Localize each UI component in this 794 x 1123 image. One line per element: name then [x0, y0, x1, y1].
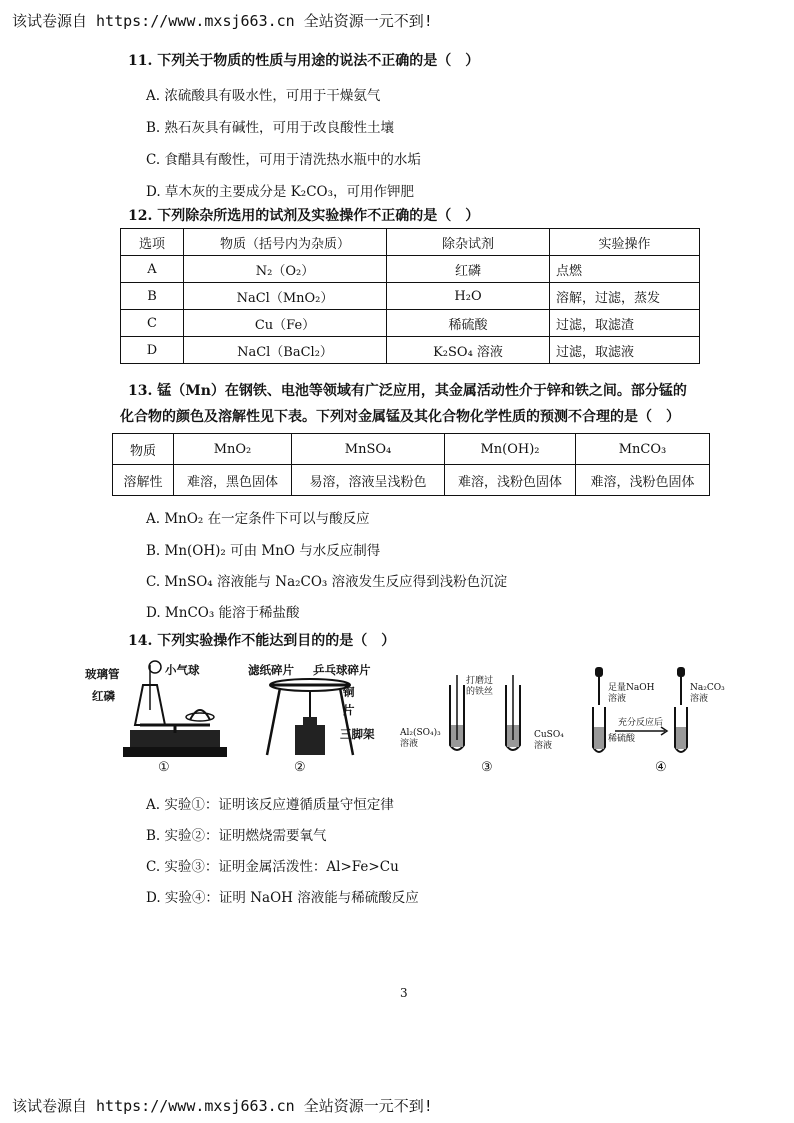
q11-option-d: D. 草木灰的主要成分是 K₂CO₃，可用作钾肥: [146, 184, 415, 200]
table-row: [121, 283, 700, 310]
table-cell: D: [121, 337, 184, 364]
q11-option-a: A. 浓硫酸具有吸水性，可用于干燥氨气: [146, 88, 381, 104]
table-header-cell: MnSO₄: [292, 434, 445, 465]
fig2-tripod-label: 三脚架: [340, 727, 375, 741]
table-header-cell: 物质: [113, 434, 174, 465]
table-cell: 点燃: [550, 256, 700, 283]
table-cell: 难溶，黑色固体: [174, 465, 292, 496]
table-cell: 溶解性: [113, 465, 174, 496]
table-row: [113, 434, 710, 465]
table-cell: 难溶，浅粉色固体: [445, 465, 576, 496]
fig3-cuso4-label-2: 溶液: [534, 741, 553, 751]
fig4-na2co3-label-2: 溶液: [690, 694, 709, 704]
fig1-number: ①: [158, 760, 170, 775]
fig4-naoh-label-2: 溶液: [608, 694, 627, 704]
table-cell: H₂O: [387, 283, 550, 310]
q13-stem-line1: 13. 锰（Mn）在钢铁、电池等领域有广泛应用，其金属活动性介于锌和铁之间。部分锰的: [128, 383, 687, 399]
fig3-iron-wire-label-1: 打磨过: [466, 676, 494, 686]
table-header-cell: 选项: [121, 229, 184, 256]
table-row: [121, 256, 700, 283]
table-header-cell: 实验操作: [550, 229, 700, 256]
fig4-na2co3-label-1: Na₂CO₃: [690, 683, 725, 693]
page-header: 该试卷源自 https://www.mxsj663.cn 全站资源一元不到!: [12, 12, 433, 30]
fig4-number: ④: [655, 760, 667, 775]
fig2-number: ②: [294, 760, 306, 775]
table-cell: 红磷: [387, 256, 550, 283]
table-row: [121, 310, 700, 337]
table-cell: 稀硫酸: [387, 310, 550, 337]
q11-option-c: C. 食醋具有酸性，可用于清洗热水瓶中的水垢: [146, 152, 421, 168]
fig3-iron-wire-label-2: 的铁丝: [466, 687, 494, 697]
fig1-balloon-label: 小气球: [165, 663, 200, 677]
fig3-al2so43-label-1: Al₂(SO₄)₃: [400, 728, 441, 738]
fig3-number: ③: [481, 760, 493, 775]
page-footer: 该试卷源自 https://www.mxsj663.cn 全站资源一元不到!: [12, 1097, 433, 1115]
table-cell: K₂SO₄ 溶液: [387, 337, 550, 364]
fig2-copper-label-1: 铜: [343, 685, 355, 699]
table-cell: 易溶，溶液呈浅粉色: [292, 465, 445, 496]
q14-option-d: D. 实验④：证明 NaOH 溶液能与稀硫酸反应: [146, 890, 419, 906]
q11-stem: 11. 下列关于物质的性质与用途的说法不正确的是（ ）: [128, 53, 480, 69]
fig3-al2so43-label-2: 溶液: [400, 739, 419, 749]
fig1-glass-tube-label: 玻璃管: [85, 667, 120, 681]
dropper-test-tubes-diagram: [585, 665, 695, 760]
fig4-naoh-label-1: 足量NaOH: [608, 683, 655, 693]
table-header-cell: MnCO₃: [576, 434, 710, 465]
fig1-red-phosphorus-label: 红磷: [92, 689, 115, 703]
table-cell: 过滤，取滤液: [550, 337, 700, 364]
q14-stem: 14. 下列实验操作不能达到目的的是（ ）: [128, 633, 396, 649]
q13-option-c: C. MnSO₄ 溶液能与 Na₂CO₃ 溶液发生反应得到浅粉色沉淀: [146, 574, 508, 590]
fig2-copper-label-2: 片: [343, 703, 355, 717]
fig3-cuso4-label-1: CuSO₄: [534, 730, 564, 740]
table-cell: 难溶，浅粉色固体: [576, 465, 710, 496]
table-cell: C: [121, 310, 184, 337]
table-row: [121, 337, 700, 364]
q13-table: [112, 433, 710, 496]
table-cell: N₂（O₂）: [184, 256, 387, 283]
q13-option-d: D. MnCO₃ 能溶于稀盐酸: [146, 605, 300, 621]
fig2-filter-paper-label: 滤纸碎片: [248, 663, 294, 677]
table-cell: B: [121, 283, 184, 310]
q12-stem: 12. 下列除杂所选用的试剂及实验操作不正确的是（ ）: [128, 208, 480, 224]
table-cell: NaCl（BaCl₂）: [184, 337, 387, 364]
table-row: [113, 465, 710, 496]
q13-option-a: A. MnO₂ 在一定条件下可以与酸反应: [146, 511, 370, 527]
table-cell: Cu（Fe）: [184, 310, 387, 337]
q11-option-b: B. 熟石灰具有碱性，可用于改良酸性土壤: [146, 120, 395, 136]
page-number: 3: [400, 986, 408, 1000]
table-cell: NaCl（MnO₂）: [184, 283, 387, 310]
q13-stem-line2: 化合物的颜色及溶解性见下表。下列对金属锰及其化合物化学性质的预测不合理的是（ ）: [120, 409, 680, 425]
q14-option-a: A. 实验①：证明该反应遵循质量守恒定律: [146, 797, 394, 813]
q12-table: [120, 228, 700, 364]
figure-4: [585, 665, 695, 760]
table-cell: 溶解，过滤，蒸发: [550, 283, 700, 310]
table-header-cell: MnO₂: [174, 434, 292, 465]
fig4-sulfuric-acid-label: 稀硫酸: [608, 734, 636, 744]
table-row: [121, 229, 700, 256]
table-header-cell: 物质（括号内为杂质）: [184, 229, 387, 256]
table-header-cell: 除杂试剂: [387, 229, 550, 256]
q14-option-b: B. 实验②：证明燃烧需要氧气: [146, 828, 327, 844]
fig2-pingpong-label: 乒乓球碎片: [313, 663, 371, 677]
table-cell: A: [121, 256, 184, 283]
table-header-cell: Mn(OH)₂: [445, 434, 576, 465]
fig4-react-label: 充分反应后: [618, 718, 664, 728]
q14-option-c: C. 实验③：证明金属活泼性：Al>Fe>Cu: [146, 859, 399, 875]
q13-option-b: B. Mn(OH)₂ 可由 MnO 与水反应制得: [146, 543, 381, 559]
table-cell: 过滤，取滤渣: [550, 310, 700, 337]
